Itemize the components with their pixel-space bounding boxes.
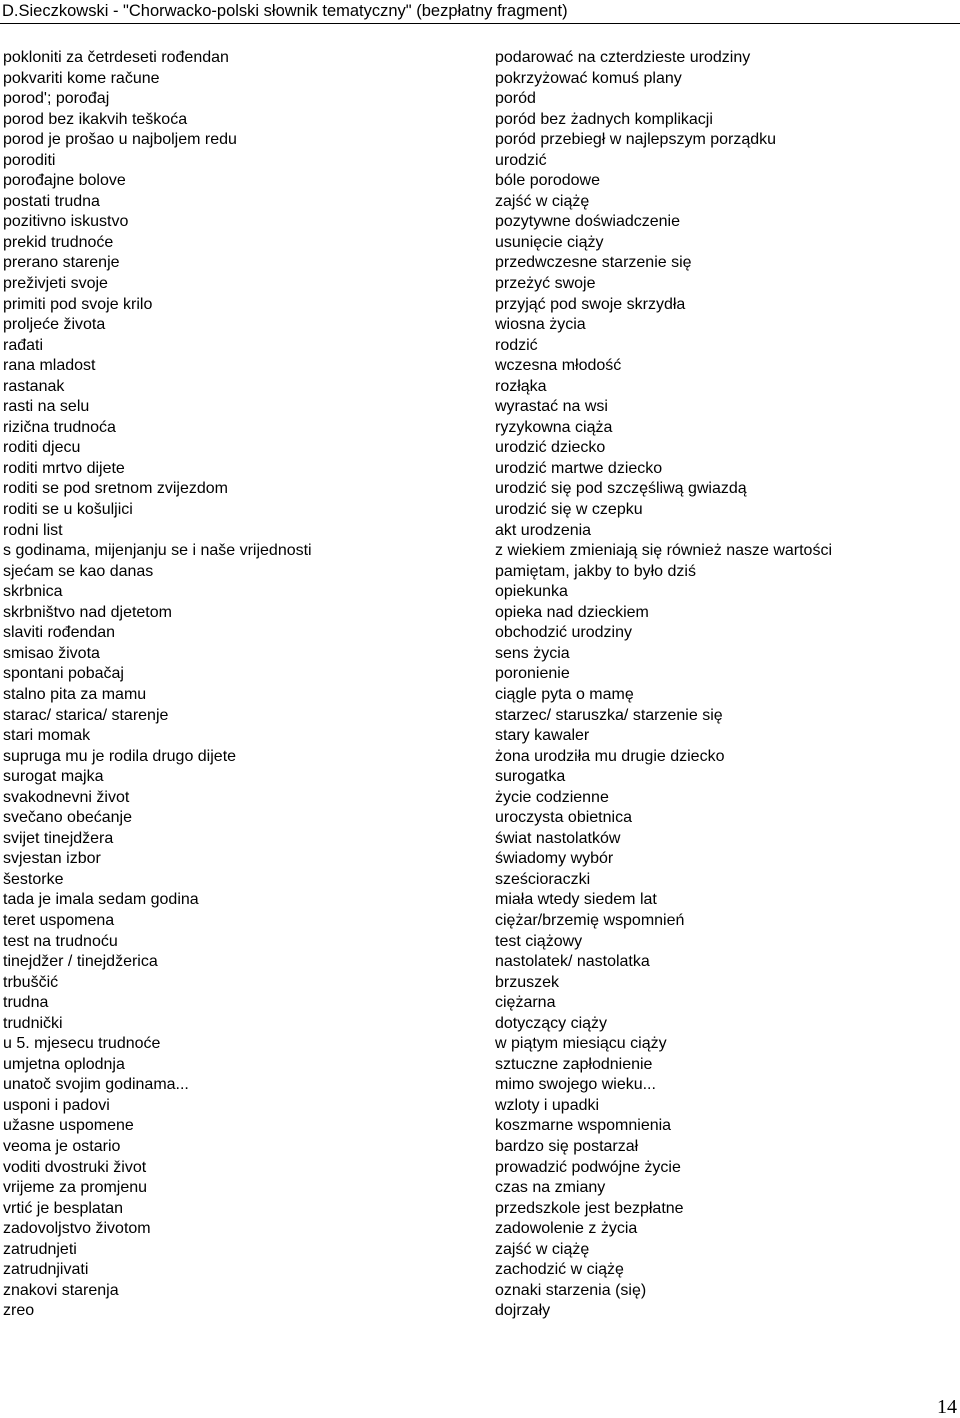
croatian-term: trbuščić bbox=[3, 973, 59, 991]
polish-translation: urodzić dziecko bbox=[495, 439, 606, 457]
croatian-term: roditi se pod sretnom zvijezdom bbox=[3, 480, 228, 498]
polish-translation: sześcioraczki bbox=[495, 870, 591, 888]
polish-translation: bardzo się postarzał bbox=[495, 1137, 639, 1155]
croatian-term: rađati bbox=[3, 336, 44, 354]
polish-translation: poród bez żadnych komplikacji bbox=[495, 110, 713, 128]
polish-column bbox=[495, 48, 960, 1322]
polish-translation: urodzić się w czepku bbox=[495, 501, 643, 519]
croatian-term: sjećam se kao danas bbox=[3, 562, 154, 580]
polish-translation: opiekunka bbox=[495, 583, 568, 601]
croatian-term: pozitivno iskustvo bbox=[3, 213, 129, 231]
polish-translation: poród przebiegł w najlepszym porządku bbox=[495, 131, 777, 149]
page-title: D.Sieczkowski - "Chorwacko-polski słownik tematyczny" (bezpłatny fragment) bbox=[2, 2, 568, 20]
polish-translation: poród bbox=[495, 90, 536, 108]
polish-translation: rozłąka bbox=[495, 377, 547, 395]
croatian-term: rodni list bbox=[3, 521, 63, 539]
croatian-term: šestorke bbox=[3, 870, 64, 888]
polish-translation: miała wtedy siedem lat bbox=[495, 891, 657, 909]
polish-translation: pozytywne doświadczenie bbox=[495, 213, 680, 231]
croatian-term: stari momak bbox=[3, 727, 91, 745]
croatian-term: u 5. mjesecu trudnoće bbox=[3, 1035, 161, 1053]
croatian-term: rasti na selu bbox=[3, 398, 90, 416]
polish-translation: stary kawaler bbox=[495, 727, 590, 745]
polish-translation: podarować na czterdzieste urodziny bbox=[495, 49, 751, 66]
polish-translation: przeżyć swoje bbox=[495, 275, 596, 293]
polish-translation: pokrzyżować komuś plany bbox=[495, 69, 682, 87]
croatian-term: rana mladost bbox=[3, 357, 96, 375]
page-number: 14 bbox=[937, 1396, 957, 1418]
polish-translation: zajść w ciążę bbox=[495, 1240, 590, 1258]
polish-translation: zadowolenie z życia bbox=[495, 1220, 638, 1238]
polish-translation: rodzić bbox=[495, 336, 538, 354]
croatian-term: porođajne bolove bbox=[3, 172, 126, 190]
croatian-term: umjetna oplodnja bbox=[3, 1055, 125, 1073]
croatian-term: svijet tinejdžera bbox=[3, 829, 114, 847]
croatian-term: poroditi bbox=[3, 151, 56, 169]
croatian-term: slaviti rođendan bbox=[3, 624, 116, 642]
croatian-term: zreo bbox=[3, 1302, 35, 1320]
croatian-term: test na trudnoću bbox=[3, 932, 118, 950]
croatian-term: tada je imala sedam godina bbox=[3, 891, 199, 909]
croatian-term: teret uspomena bbox=[3, 911, 115, 929]
croatian-term: smisao života bbox=[3, 644, 100, 662]
croatian-term: porod'; porođaj bbox=[3, 90, 110, 108]
page-header bbox=[0, 0, 960, 24]
croatian-term: tinejdžer / tinejdžerica bbox=[3, 953, 158, 971]
polish-translation: zachodzić w ciążę bbox=[495, 1261, 624, 1279]
polish-translation: pamiętam, jakby to było dziś bbox=[495, 562, 696, 580]
polish-translation: sens życia bbox=[495, 644, 570, 662]
polish-translation: świat nastolatków bbox=[495, 829, 621, 847]
croatian-term: stalno pita za mamu bbox=[3, 685, 147, 703]
polish-translation: życie codzienne bbox=[495, 788, 609, 806]
croatian-term: pokvariti kome račune bbox=[3, 69, 160, 87]
croatian-term: svjestan izbor bbox=[3, 850, 101, 868]
croatian-term: svečano obećanje bbox=[3, 809, 132, 827]
polish-translation: starzec/ staruszka/ starzenie się bbox=[495, 706, 723, 724]
croatian-term: užasne uspomene bbox=[3, 1117, 134, 1135]
croatian-term: postati trudna bbox=[3, 192, 100, 210]
croatian-column bbox=[3, 48, 473, 1322]
croatian-term: spontani pobačaj bbox=[3, 665, 124, 683]
croatian-term: znakovi starenja bbox=[3, 1281, 119, 1299]
polish-translation: przedszkole jest bezpłatne bbox=[495, 1199, 684, 1217]
polish-translation: dotyczący ciąży bbox=[495, 1014, 608, 1032]
polish-translation: wzloty i upadki bbox=[495, 1096, 600, 1114]
croatian-term: surogat majka bbox=[3, 768, 104, 786]
polish-translation: surogatka bbox=[495, 768, 566, 786]
croatian-term: starac/ starica/ starenje bbox=[3, 706, 169, 724]
croatian-term: zadovoljstvo životom bbox=[3, 1220, 151, 1238]
polish-translation: koszmarne wspomnienia bbox=[495, 1117, 672, 1135]
polish-translation: urodzić się pod szczęśliwą gwiazdą bbox=[495, 480, 747, 498]
croatian-term: usponi i padovi bbox=[3, 1096, 110, 1114]
croatian-term: roditi se u košuljici bbox=[3, 501, 133, 519]
polish-translation: mimo swojego wieku... bbox=[495, 1076, 656, 1094]
croatian-term: zatrudnjivati bbox=[3, 1261, 89, 1279]
polish-translation: z wiekiem zmieniają się również nasze wartości bbox=[495, 542, 833, 560]
polish-translation: bóle porodowe bbox=[495, 172, 600, 190]
croatian-term: pokloniti za četrdeseti rođendan bbox=[3, 49, 229, 66]
croatian-term: zatrudnjeti bbox=[3, 1240, 77, 1258]
croatian-term: svakodnevni život bbox=[3, 788, 130, 806]
polish-translation: wyrastać na wsi bbox=[495, 398, 608, 416]
polish-translation: wczesna młodość bbox=[495, 357, 622, 375]
polish-translation: urodzić martwe dziecko bbox=[495, 459, 663, 477]
polish-translation: urodzić bbox=[495, 151, 547, 169]
croatian-term: proljeće života bbox=[3, 316, 106, 334]
polish-translation: ciężar/brzemię wspomnień bbox=[495, 911, 685, 929]
croatian-term: rizična trudnoća bbox=[3, 418, 116, 436]
polish-translation: brzuszek bbox=[495, 973, 560, 991]
polish-translation: ryzykowna ciąża bbox=[495, 418, 613, 436]
polish-translation: czas na zmiany bbox=[495, 1179, 606, 1197]
polish-translation: test ciążowy bbox=[495, 932, 583, 950]
polish-translation: sztuczne zapłodnienie bbox=[495, 1055, 653, 1073]
croatian-term: vrijeme za promjenu bbox=[3, 1179, 148, 1197]
croatian-term: porod je prošao u najboljem redu bbox=[3, 131, 237, 149]
croatian-term: primiti pod svoje krilo bbox=[3, 295, 153, 313]
croatian-term: roditi mrtvo dijete bbox=[3, 459, 125, 477]
polish-translation: zajść w ciążę bbox=[495, 192, 590, 210]
polish-translation: żona urodziła mu drugie dziecko bbox=[495, 747, 725, 765]
polish-translation: nastolatek/ nastolatka bbox=[495, 953, 650, 971]
polish-translation: uroczysta obietnica bbox=[495, 809, 632, 827]
croatian-term: vrtić je besplatan bbox=[3, 1199, 124, 1217]
croatian-term: trudnički bbox=[3, 1014, 63, 1032]
polish-translation: dojrzały bbox=[495, 1302, 551, 1320]
croatian-term: prerano starenje bbox=[3, 254, 120, 272]
croatian-term: supruga mu je rodila drugo dijete bbox=[3, 747, 237, 765]
croatian-term: skrbnica bbox=[3, 583, 63, 601]
polish-translation: wiosna życia bbox=[495, 316, 586, 334]
croatian-term: unatoč svojim godinama... bbox=[3, 1076, 189, 1094]
polish-translation: obchodzić urodziny bbox=[495, 624, 632, 642]
croatian-term: roditi djecu bbox=[3, 439, 81, 457]
polish-translation: ciężarna bbox=[495, 994, 556, 1012]
croatian-term: voditi dvostruki život bbox=[3, 1158, 147, 1176]
croatian-term: preživjeti svoje bbox=[3, 275, 108, 293]
polish-translation: świadomy wybór bbox=[495, 850, 614, 868]
polish-translation: oznaki starzenia (się) bbox=[495, 1281, 647, 1299]
croatian-term: s godinama, mijenjanju se i naše vrijednosti bbox=[3, 542, 312, 560]
polish-translation: usunięcie ciąży bbox=[495, 233, 604, 251]
croatian-term: prekid trudnoće bbox=[3, 233, 114, 251]
polish-translation: ciągle pyta o mamę bbox=[495, 685, 634, 703]
polish-translation: opieka nad dzieckiem bbox=[495, 603, 649, 621]
polish-translation: przyjąć pod swoje skrzydła bbox=[495, 295, 686, 313]
croatian-term: skrbništvo nad djetetom bbox=[3, 603, 172, 621]
croatian-term: veoma je ostario bbox=[3, 1137, 121, 1155]
polish-translation: poronienie bbox=[495, 665, 570, 683]
croatian-term: porod bez ikakvih teškoća bbox=[3, 110, 188, 128]
polish-translation: akt urodzenia bbox=[495, 521, 592, 539]
croatian-term: rastanak bbox=[3, 377, 65, 395]
polish-translation: przedwczesne starzenie się bbox=[495, 254, 692, 272]
polish-translation: w piątym miesiącu ciąży bbox=[495, 1035, 667, 1053]
croatian-term: trudna bbox=[3, 994, 49, 1012]
polish-translation: prowadzić podwójne życie bbox=[495, 1158, 681, 1176]
